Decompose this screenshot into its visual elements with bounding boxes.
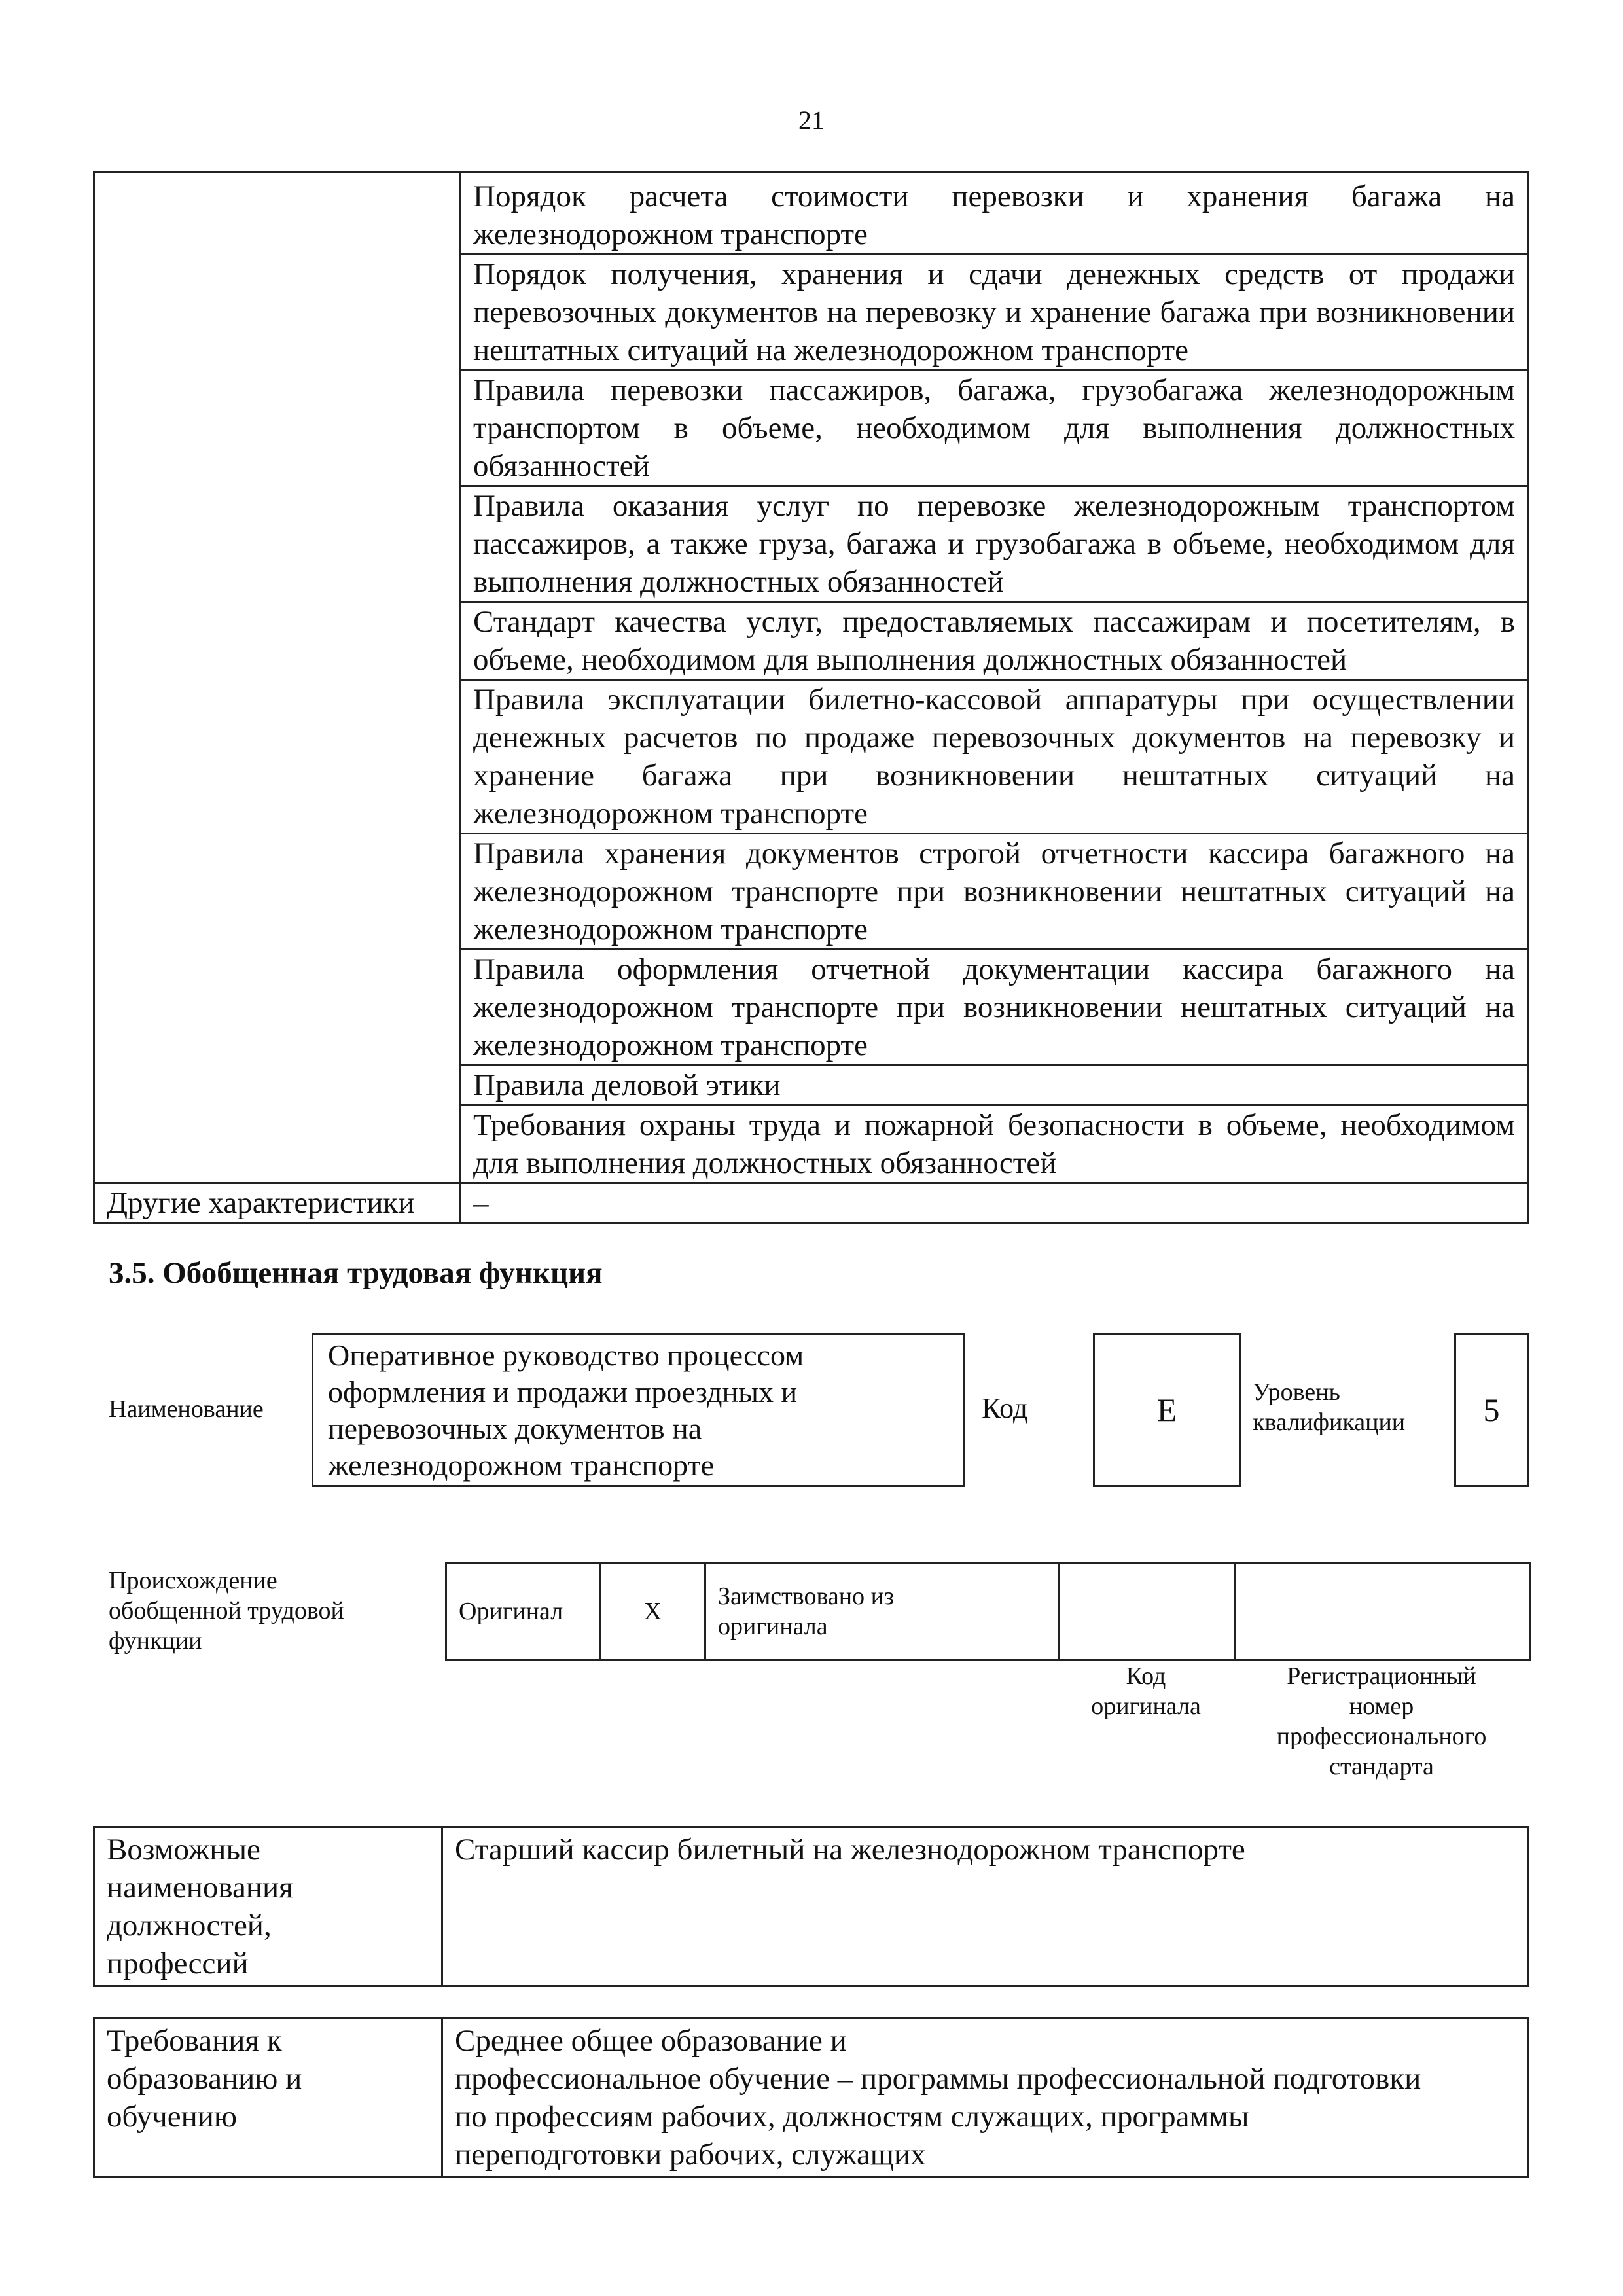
original-code-caption — [1058, 1661, 1234, 1721]
borrowed-label-line: оригинала — [718, 1613, 828, 1640]
page-number: 21 — [798, 105, 825, 135]
other-characteristics-label: Другие характеристики — [94, 1183, 461, 1223]
qualification-level-label-line: квалификации — [1253, 1408, 1406, 1436]
positions-value: Старший кассир билетный на железнодорожном транспорте — [442, 1827, 1528, 1986]
knowledge-item: Требования охраны труда и пожарной безопасности в объеме, необходимом для выполнения должностных обязанностей — [461, 1105, 1528, 1183]
qualification-level-label — [1253, 1377, 1405, 1437]
education-label-line: образованию и — [107, 2062, 302, 2096]
origin-label-line: обобщенной трудовой — [109, 1597, 344, 1624]
registration-number-cell — [1236, 1563, 1530, 1660]
origin-table — [445, 1562, 1531, 1661]
positions-label-line: Возможные — [107, 1833, 260, 1867]
function-name-line: перевозочных документов на — [328, 1412, 702, 1445]
registration-number-caption-line: профессионального — [1276, 1723, 1487, 1750]
qualification-level-label-line: Уровень — [1253, 1378, 1340, 1406]
knowledge-item: Порядок расчета стоимости перевозки и хранения багажа на железнодорожном транспорте — [461, 173, 1528, 255]
registration-number-caption-line: Регистрационный — [1287, 1662, 1476, 1690]
knowledge-item: Правила хранения документов строгой отчетности кассира багажного на железнодорожном транспорте при возникновении нештатных ситуаций на железнодорожном транспорте — [461, 834, 1528, 950]
other-characteristics-value: – — [461, 1183, 1528, 1223]
function-name-line: Оперативное руководство процессом — [328, 1338, 804, 1372]
knowledge-item: Стандарт качества услуг, предоставляемых пассажирам и посетителям, в объеме, необходимом для выполнения должностных обязанностей — [461, 602, 1528, 680]
name-label: Наименование — [109, 1395, 264, 1423]
positions-label — [94, 1827, 442, 1986]
positions-label-line: должностей, — [107, 1909, 272, 1943]
borrowed-label — [705, 1563, 1059, 1660]
positions-label-line: наименования — [107, 1871, 293, 1905]
education-table — [93, 2017, 1529, 2178]
function-name-line: оформления и продажи проездных и — [328, 1375, 798, 1408]
knowledge-item: Правила оказания услуг по перевозке железнодорожным транспортом пассажиров, а также груза, багажа и грузобагажа в объеме, необходимом для выполнения должностных обязанностей — [461, 486, 1528, 602]
registration-number-caption-line: стандарта — [1329, 1753, 1434, 1780]
original-code-caption-line: Код — [1126, 1662, 1166, 1690]
code-label: Код — [982, 1392, 1028, 1424]
education-value-line: переподготовки рабочих, служащих — [455, 2138, 926, 2172]
knowledge-table — [93, 171, 1529, 1224]
knowledge-label-cell — [94, 173, 461, 1183]
borrowed-label-line: Заимствовано из — [718, 1583, 894, 1610]
original-mark: X — [601, 1563, 705, 1660]
knowledge-item: Правила оформления отчетной документации кассира багажного на железнодорожном транспорте при возникновении нештатных ситуаций на железнодорожном транспорте — [461, 950, 1528, 1066]
knowledge-item: Правила перевозки пассажиров, багажа, грузобагажа железнодорожным транспортом в объеме, необходимом для выполнения должностных обязанностей — [461, 370, 1528, 486]
origin-label-line: функции — [109, 1627, 202, 1655]
education-value-line: по профессиям рабочих, должностям служащих, программы — [455, 2100, 1249, 2134]
education-value — [442, 2018, 1528, 2178]
origin-label — [109, 1566, 344, 1656]
education-label-line: Требования к — [107, 2024, 282, 2058]
qualification-level-value: 5 — [1454, 1333, 1529, 1487]
original-code-caption-line: оригинала — [1091, 1693, 1201, 1720]
registration-number-caption — [1234, 1661, 1529, 1782]
code-value: E — [1093, 1333, 1241, 1487]
origin-label-line: Происхождение — [109, 1567, 277, 1594]
knowledge-item: Порядок получения, хранения и сдачи денежных средств от продажи перевозочных документов на перевозку и хранение багажа при возникновении нештатных ситуаций на железнодорожном транспорте — [461, 255, 1528, 370]
original-label: Оригинал — [446, 1563, 601, 1660]
positions-table — [93, 1826, 1529, 1987]
original-code-cell — [1059, 1563, 1236, 1660]
education-label — [94, 2018, 442, 2178]
education-value-line: Среднее общее образование и — [455, 2024, 847, 2058]
function-name-line: железнодорожном транспорте — [328, 1448, 715, 1482]
positions-label-line: профессий — [107, 1946, 249, 1981]
section-title: 3.5. Обобщенная трудовая функция — [109, 1256, 603, 1290]
registration-number-caption-line: номер — [1349, 1693, 1414, 1720]
education-label-line: обучению — [107, 2100, 238, 2134]
function-name-box — [312, 1333, 965, 1487]
knowledge-item: Правила эксплуатации билетно-кассовой аппаратуры при осуществлении денежных расчетов по продаже перевозочных документов на перевозку и хранение багажа при возникновении нештатных ситуаций на железнодорожном транспорте — [461, 680, 1528, 834]
education-value-line: профессиональное обучение – программы профессиональной подготовки — [455, 2062, 1421, 2096]
knowledge-item: Правила деловой этики — [461, 1066, 1528, 1105]
